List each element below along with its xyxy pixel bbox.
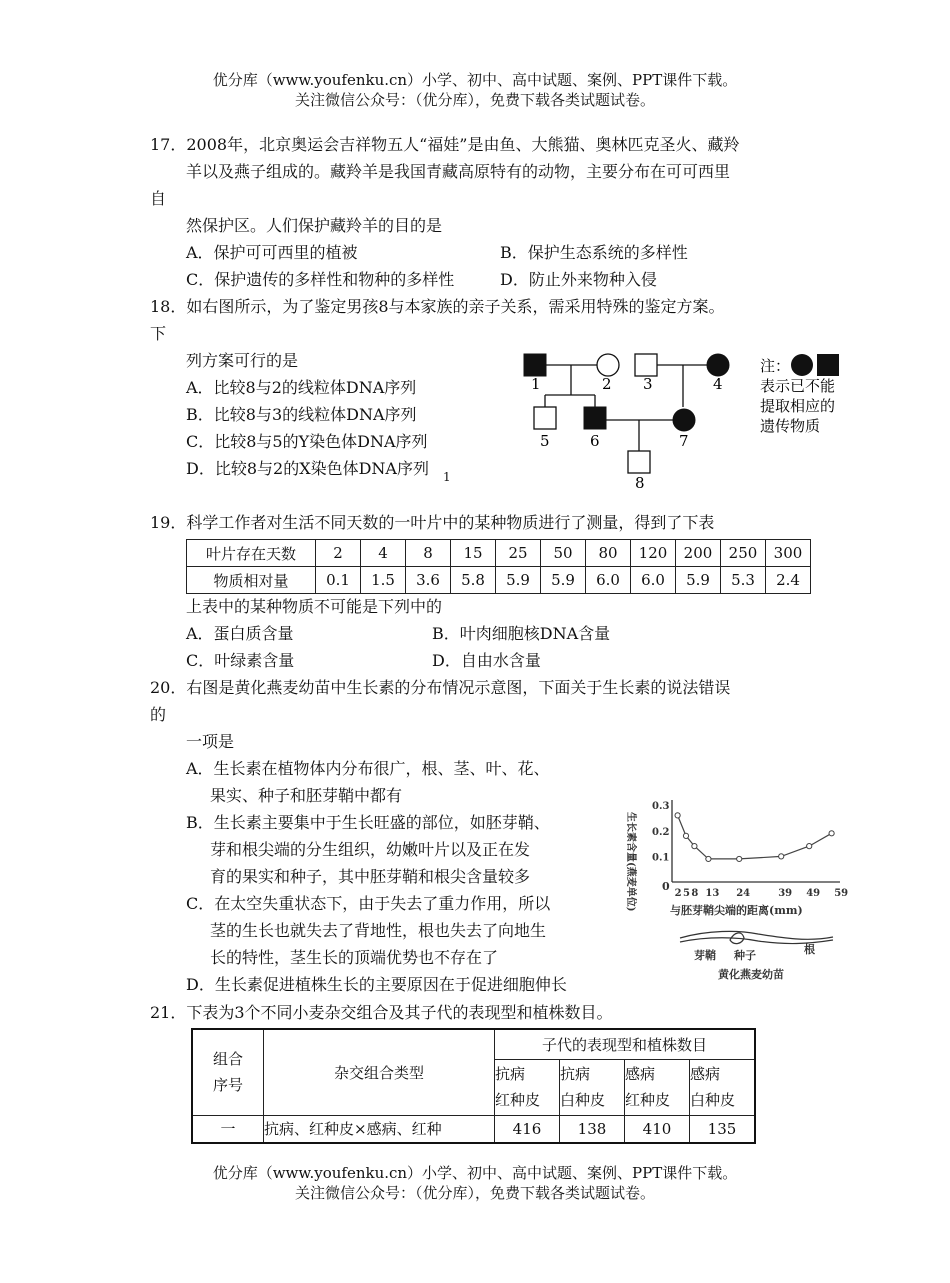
q19-day: 120: [631, 540, 676, 567]
q20-option-b-1: B．生长素主要集中于生长旺盛的部位，如胚芽鞘、: [186, 813, 550, 832]
q19-amount: 5.9: [676, 567, 721, 594]
y-tick-label: 0.1: [652, 852, 670, 864]
q19-option-c: C．叶绿素含量: [186, 651, 295, 670]
q18-stem-3: 列方案可行的是: [186, 351, 299, 370]
q17-option-c: C．保护遗传的多样性和物种的多样性: [186, 270, 455, 289]
auxin-curve: [678, 815, 832, 859]
q19-row-amounts: [187, 567, 811, 594]
data-point: [706, 856, 711, 861]
q18-option-d: D．比较8与2的X染色体DNA序列: [186, 459, 429, 478]
q21-head-type: 杂交组合类型: [264, 1029, 495, 1115]
q21-head-group-2: 序号: [212, 1076, 243, 1095]
q19-row-head: 叶片存在天数: [187, 540, 316, 567]
q20-option-a-1: A．生长素在植物体内分布很广，根、茎、叶、花、: [186, 759, 550, 778]
label-3: 3: [643, 375, 653, 393]
q21-col-3: [625, 1059, 690, 1115]
y-tick-label: 0.3: [652, 801, 670, 813]
q19-day: 8: [406, 540, 451, 567]
data-point: [829, 831, 834, 836]
x-tick-label: 59: [834, 888, 849, 899]
q21-col-1b: 红种皮: [495, 1091, 541, 1109]
q21-stem: 21．下表为3个不同小麦杂交组合及其子代的表现型和植株数目。: [150, 1003, 613, 1022]
legend-line-3: 提取相应的: [760, 397, 836, 415]
q21-col-2: [560, 1059, 625, 1115]
q21-head-group: [192, 1029, 264, 1115]
q21-col-3b: 红种皮: [625, 1091, 671, 1109]
q19-amount: 6.0: [631, 567, 676, 594]
q19-amount: 3.6: [406, 567, 451, 594]
q19-row-days: [187, 540, 811, 567]
q21-row-1-val: 410: [625, 1115, 690, 1143]
q21-col-4a: 感病: [690, 1065, 721, 1083]
q19-amount: 5.9: [496, 567, 541, 594]
q18-option-b: B．比较8与3的线粒体DNA序列: [186, 405, 417, 424]
chart-xlabel: 与胚芽鞘尖端的距离(mm): [670, 904, 803, 917]
q19-day: 2: [316, 540, 361, 567]
legend-circle: [791, 354, 813, 376]
legend-square: [817, 354, 839, 376]
q21-row-1-type: 抗病、红种皮×感病、红种: [264, 1115, 495, 1143]
q18-stem-2: 下: [150, 324, 167, 343]
q20-option-b-2: 芽和根尖端的分生组织，幼嫩叶片以及正在发: [210, 840, 531, 859]
label-2: 2: [602, 375, 612, 393]
individual-5: [534, 407, 556, 429]
label-4: 4: [713, 375, 723, 393]
stray-mark: 1: [443, 470, 451, 484]
q19-option-d: D．自由水含量: [432, 651, 541, 670]
q20-stem-1: 20．右图是黄化燕麦幼苗中生长素的分布情况示意图，下面关于生长素的说法错误: [150, 678, 731, 697]
q20-stem-3: 一项是: [186, 732, 235, 751]
legend-note: 注：: [760, 357, 791, 375]
q19-amount: 2.4: [766, 567, 811, 594]
q21-head-offspring: 子代的表现型和植株数目: [495, 1029, 756, 1059]
q18-option-a: A．比较8与2的线粒体DNA序列: [186, 378, 417, 397]
x-tick-label: 2: [674, 888, 682, 899]
footer-line-1: 优分库（www.youfenku.cn）小学、初中、高中试题、案例、PPT课件下载。: [212, 1164, 738, 1182]
q21-col-4: [690, 1059, 756, 1115]
q19-after: 上表中的某种物质不可能是下列中的: [186, 597, 443, 616]
q19-row-head: 物质相对量: [187, 567, 316, 594]
label-1: 1: [531, 375, 541, 393]
q19-amount: 5.8: [451, 567, 496, 594]
x-tick-label: 49: [806, 888, 821, 899]
q21-row-1: [192, 1115, 755, 1143]
label-8: 8: [635, 474, 645, 492]
q19-day: 50: [541, 540, 586, 567]
q19-amount: 5.3: [721, 567, 766, 594]
q20-option-b-3: 育的果实和种子，其中胚芽鞘和根尖含量较多: [210, 867, 531, 886]
q20-option-c-2: 茎的生长也就失去了背地性，根也失去了向地生: [210, 921, 547, 940]
q21-row-1-val: 138: [560, 1115, 625, 1143]
label-seed: 种子: [734, 949, 756, 962]
q17-stem-4: 然保护区。人们保护藏羚羊的目的是: [186, 216, 443, 235]
q17-option-b: B．保护生态系统的多样性: [500, 243, 688, 262]
figure-caption: 黄化燕麦幼苗: [718, 968, 784, 981]
data-point: [779, 854, 784, 859]
q21-row-1-val: 416: [495, 1115, 560, 1143]
individual-7: [673, 409, 695, 431]
data-point: [692, 844, 697, 849]
q19-day: 200: [676, 540, 721, 567]
q19-day: 4: [361, 540, 406, 567]
q21-head-group-1: 组合: [212, 1050, 243, 1069]
q19-stem: 19．科学工作者对生活不同天数的一叶片中的某种物质进行了测量，得到了下表: [150, 513, 715, 532]
q18-stem-1: 18．如右图所示，为了鉴定男孩8与本家族的亲子关系，需采用特殊的鉴定方案。: [150, 297, 725, 316]
header-line-1: 优分库（www.youfenku.cn）小学、初中、高中试题、案例、PPT课件下载。: [212, 71, 738, 89]
auxin-chart: [608, 792, 849, 987]
x-tick-label: 13: [705, 888, 720, 899]
q20-option-c-1: C．在太空失重状态下，由于失去了重力作用，所以: [186, 894, 551, 913]
q19-amount: 1.5: [361, 567, 406, 594]
q17-stem-2: 羊以及燕子组成的。藏羚羊是我国青藏高原特有的动物，主要分布在可可西里: [186, 162, 731, 181]
footer-line-2: 关注微信公众号：（优分库），免费下载各类试题试卷。: [294, 1184, 655, 1202]
seedling-sketch: [680, 931, 833, 943]
q19-day: 25: [496, 540, 541, 567]
label-5: 5: [540, 432, 550, 450]
q20-stem-2: 的: [150, 705, 167, 724]
q17-option-a: A．保护可可西里的植被: [186, 243, 358, 262]
label-coleoptile: 芽鞘: [694, 949, 716, 962]
q19-day: 15: [451, 540, 496, 567]
x-tick-label: 8: [691, 888, 699, 899]
q18-option-c: C．比较8与5的Y染色体DNA序列: [186, 432, 428, 451]
q17-stem-3: 自: [150, 189, 167, 208]
x-tick-label: 39: [778, 888, 793, 899]
q19-option-a: A．蛋白质含量: [186, 624, 294, 643]
label-7: 7: [679, 432, 689, 450]
q19-option-b: B．叶肉细胞核DNA含量: [432, 624, 611, 643]
q19-amount: 6.0: [586, 567, 631, 594]
individual-1: [524, 354, 546, 376]
data-point: [807, 844, 812, 849]
q20-option-c-3: 长的特性，茎生长的顶端优势也不存在了: [210, 948, 499, 967]
header-line-2: 关注微信公众号：（优分库），免费下载各类试题试卷。: [294, 91, 655, 109]
q20-option-d: D．生长素促进植株生长的主要原因在于促进细胞伸长: [186, 975, 567, 994]
label-root: 根: [804, 943, 815, 956]
q17-option-d: D．防止外来物种入侵: [500, 270, 657, 289]
q21-col-1a: 抗病: [495, 1065, 526, 1083]
chart-origin: 0: [662, 880, 670, 893]
q21-row-1-no: 一: [192, 1115, 264, 1143]
x-tick-label: 24: [736, 888, 751, 899]
q21-col-2b: 白种皮: [560, 1091, 606, 1109]
q17-stem-1: 17．2008年，北京奥运会吉祥物五人“福娃”是由鱼、大熊猫、奥林匹克圣火、藏羚: [150, 135, 740, 154]
q19-day: 80: [586, 540, 631, 567]
individual-3: [635, 354, 657, 376]
q20-option-a-2: 果实、种子和胚芽鞘中都有: [210, 786, 403, 805]
q21-header-row-1: [192, 1029, 755, 1059]
label-6: 6: [590, 432, 600, 450]
individual-6: [584, 407, 606, 429]
pedigree-diagram: [515, 345, 855, 495]
individual-2: [597, 354, 619, 376]
q21-col-1: [495, 1059, 560, 1115]
q21-table: [191, 1028, 756, 1144]
q19-day: 250: [721, 540, 766, 567]
q19-amount: 0.1: [316, 567, 361, 594]
data-point: [737, 856, 742, 861]
data-point: [675, 813, 680, 818]
q21-col-3a: 感病: [625, 1065, 656, 1083]
chart-ylabel: 生长素含量(燕麦单位): [625, 812, 636, 912]
individual-4: [707, 354, 729, 376]
data-point: [683, 833, 688, 838]
q19-day: 300: [766, 540, 811, 567]
q19-table: [186, 539, 811, 594]
q21-row-1-val: 135: [690, 1115, 756, 1143]
individual-8: [628, 451, 650, 473]
y-tick-label: 0.2: [652, 826, 670, 838]
legend-line-4: 遗传物质: [760, 417, 821, 435]
q19-amount: 5.9: [541, 567, 586, 594]
q21-col-4b: 白种皮: [690, 1091, 736, 1109]
legend-line-2: 表示已不能: [760, 377, 836, 395]
x-tick-label: 5: [683, 888, 690, 899]
q21-col-2a: 抗病: [560, 1065, 591, 1083]
